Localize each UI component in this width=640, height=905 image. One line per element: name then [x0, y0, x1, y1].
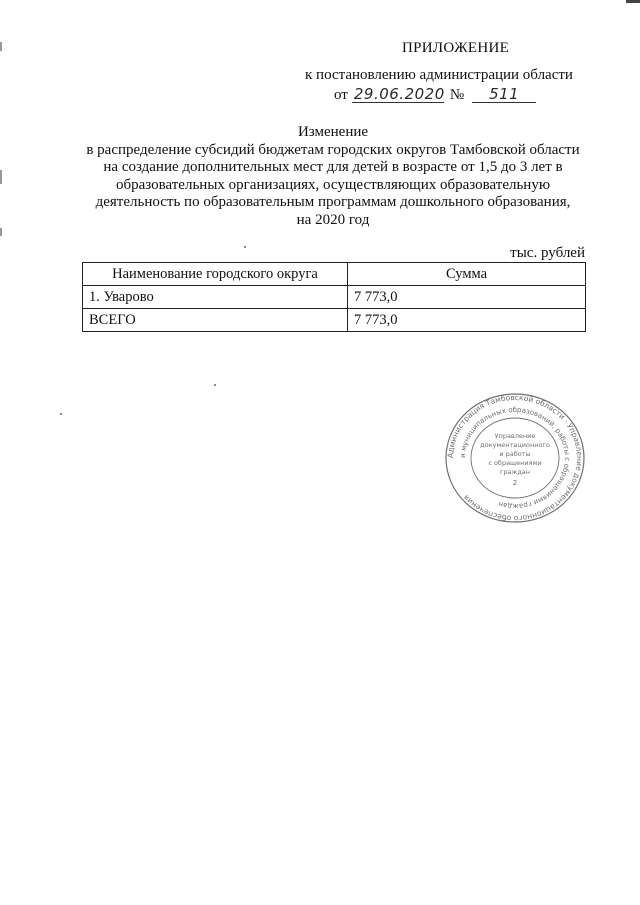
scan-speck — [60, 413, 62, 415]
sum-cell: 7 773,0 — [348, 286, 586, 309]
title-line: Изменение — [297, 124, 369, 140]
table-row — [83, 309, 586, 332]
total-sum-cell: 7 773,0 — [348, 309, 586, 332]
round-stamp — [444, 392, 586, 524]
scan-speck — [244, 246, 246, 248]
stamp-center-line: с обращениями — [488, 459, 542, 467]
distribution-table — [82, 262, 586, 332]
appendix-heading: ПРИЛОЖЕНИЕ — [402, 40, 510, 56]
handwritten-number: 511 — [472, 86, 536, 103]
title-line: деятельность по образовательным программам дошкольного образования, — [95, 194, 571, 211]
title-line: на 2020 год — [296, 211, 370, 228]
scan-speck — [214, 384, 216, 386]
stamp-middle-text-path: и муниципальных образований, работы с обращениями граждан — [458, 405, 572, 511]
scan-edge-mark — [0, 228, 2, 236]
table-header-row — [83, 263, 586, 286]
total-label-cell: ВСЕГО — [83, 309, 348, 332]
title-line: на создание дополнительных мест для детей в возрасте от 1,5 до 3 лет в — [103, 159, 563, 176]
stamp-center-line: и работы — [499, 450, 531, 458]
number-label: № — [449, 87, 465, 103]
column-header-sum: Сумма — [348, 263, 586, 286]
resolution-date-number-line — [334, 86, 536, 104]
scan-edge-mark — [0, 170, 2, 184]
title-line: в распределение субсидий бюджетам городских округов Тамбовской области — [86, 141, 580, 158]
scan-corner-mark — [626, 0, 640, 3]
document-title — [60, 124, 606, 230]
scan-edge-mark — [0, 42, 2, 51]
stamp-center-line: Управление — [494, 432, 536, 440]
stamp-center-line: документационного — [480, 441, 550, 449]
column-header-district: Наименование городского округа — [83, 263, 348, 286]
handwritten-date: 29.06.2020 — [353, 85, 445, 103]
resolution-reference: к постановлению администрации области — [305, 67, 573, 83]
stamp-center-number: 2 — [512, 479, 518, 487]
title-line: образовательных организациях, осуществляющих образовательную — [115, 176, 551, 193]
stamp-outer-text-path: Администрация Тамбовской области · Управление документационного обеспечения — [445, 392, 585, 524]
units-label: тыс. рублей — [510, 245, 585, 261]
stamp-center-line: граждан — [499, 468, 531, 476]
district-name-cell: 1. Уварово — [83, 286, 348, 309]
table-row — [83, 286, 586, 309]
from-label: от — [334, 87, 348, 103]
